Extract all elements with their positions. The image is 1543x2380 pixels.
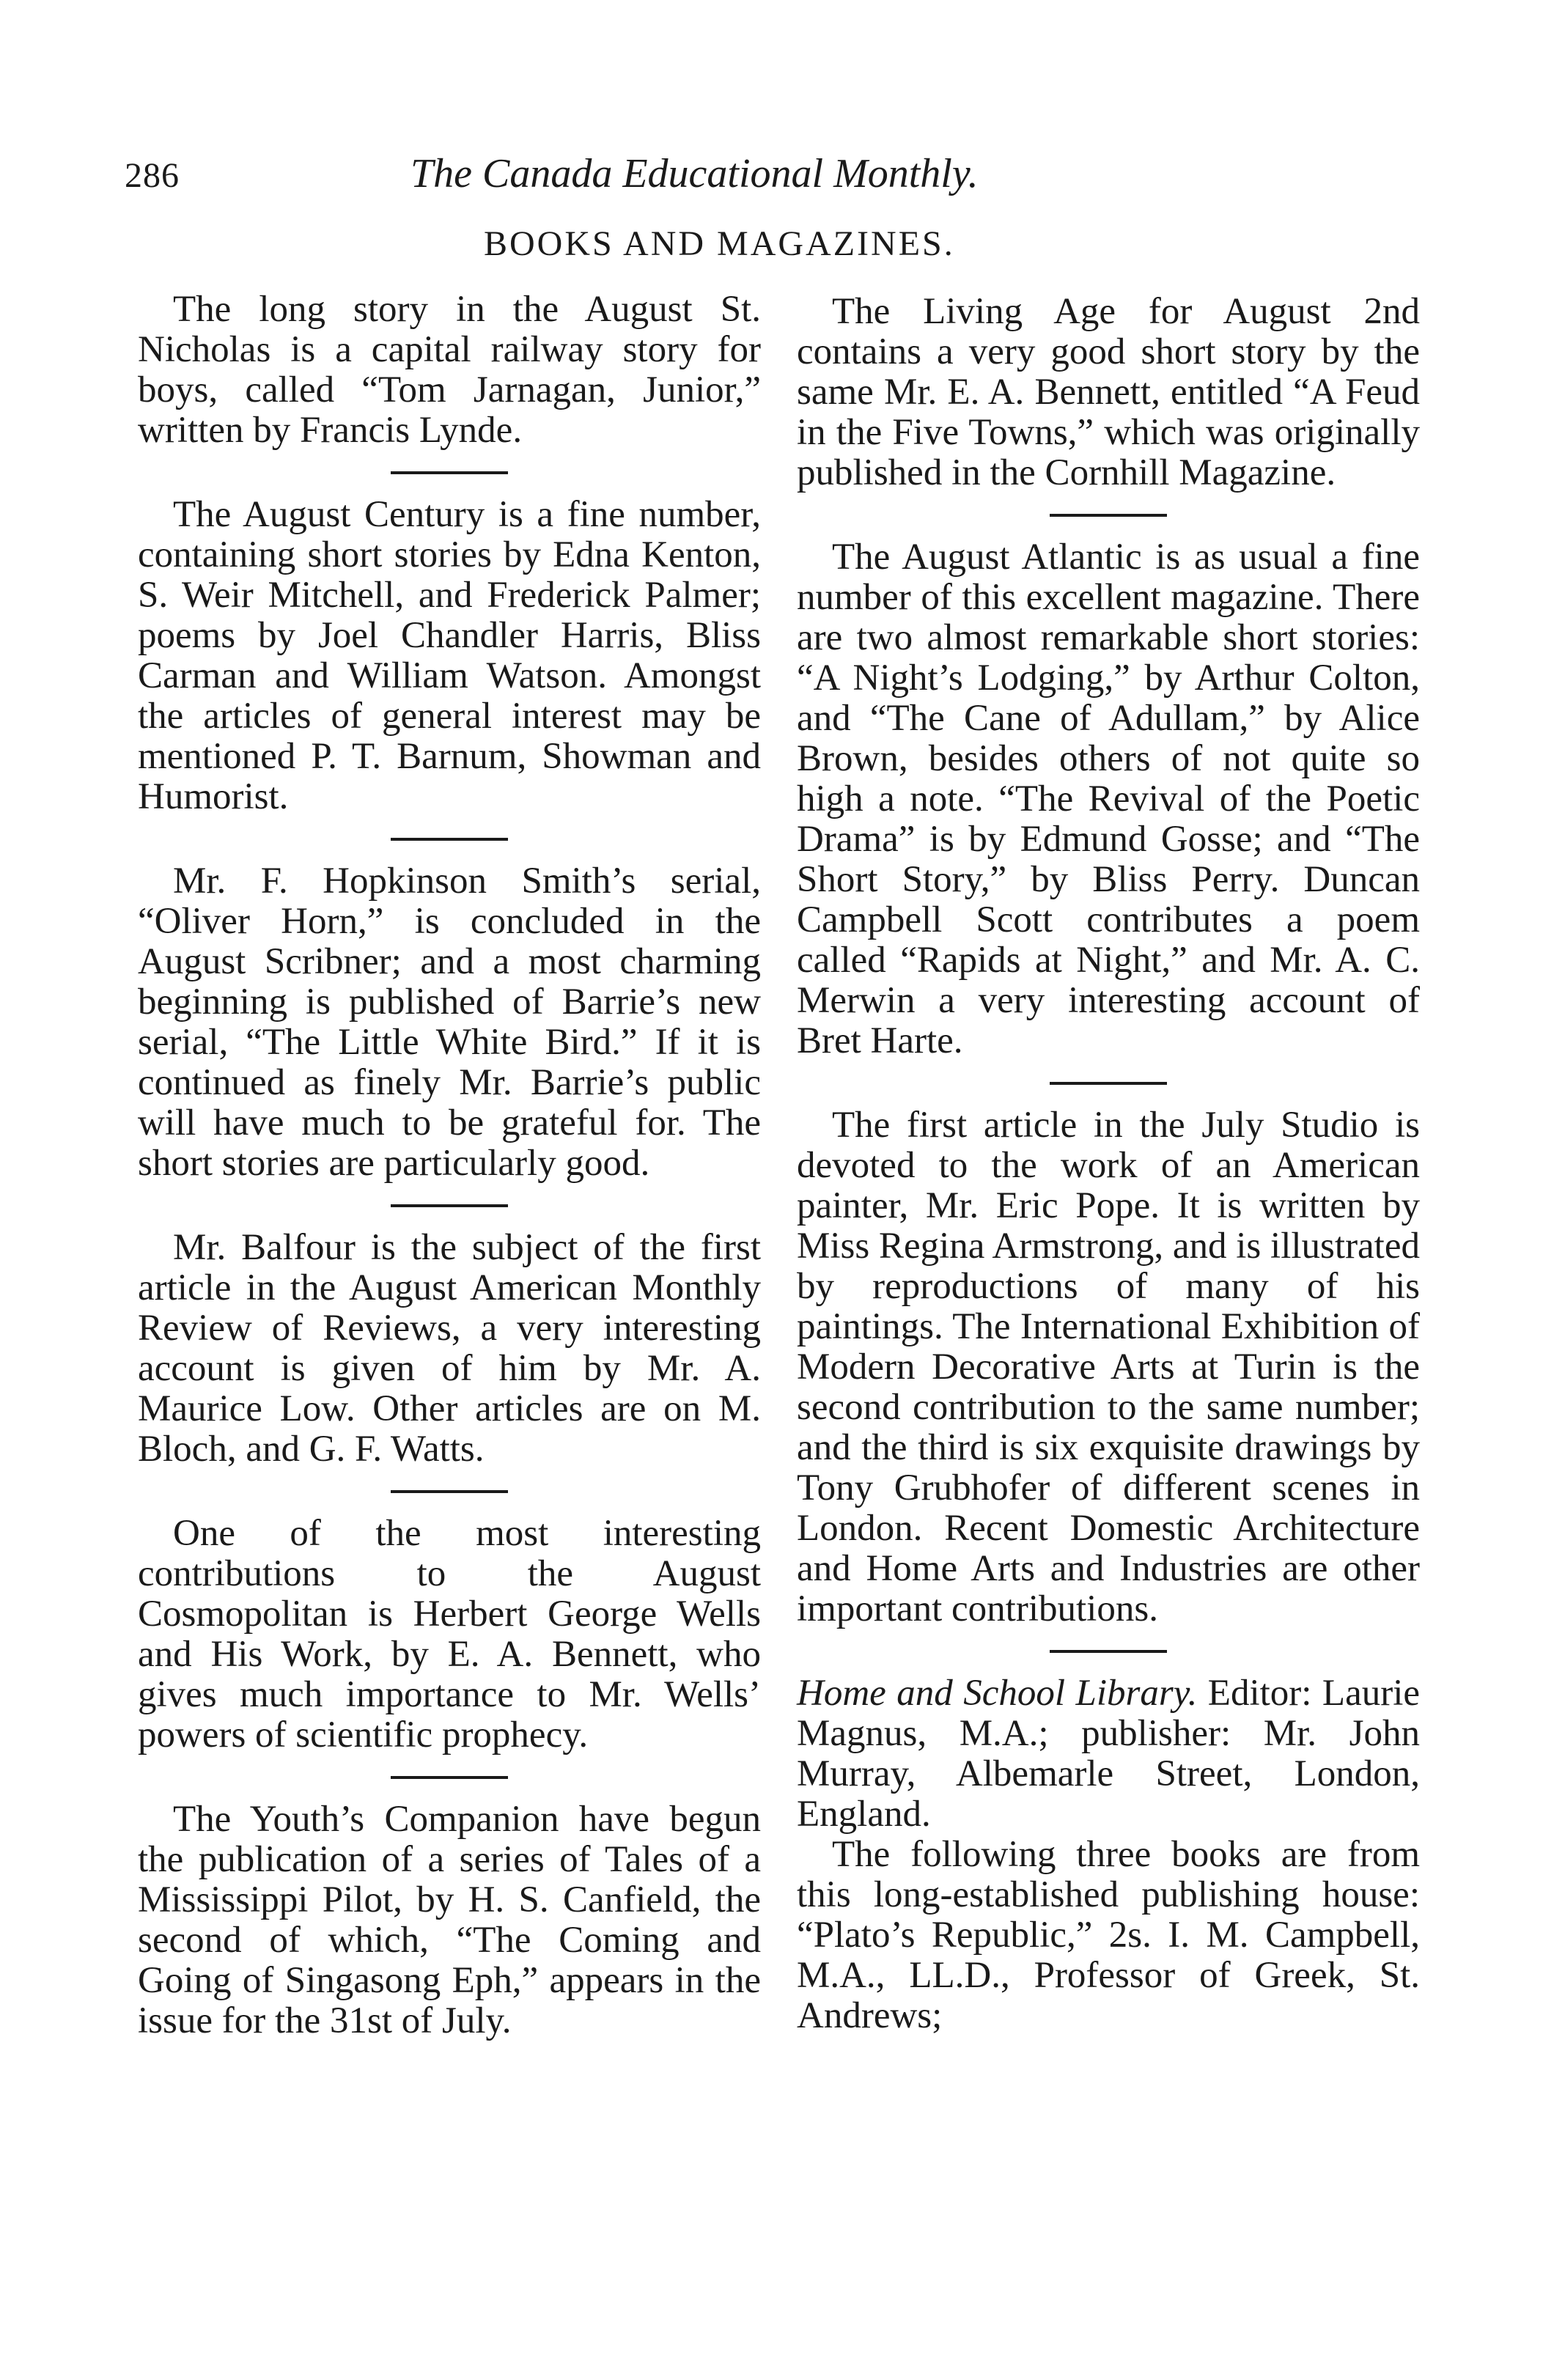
library-series-title: Home and School Library. [797, 1673, 1198, 1714]
page-number: 286 [125, 156, 180, 195]
paragraph-review-of-reviews: Mr. Balfour is the subject of the first article in the August American Monthly Review of Reviews, a very interesting account is given of him by Mr. A. Maurice Low. Other articles are on M. Bloch, and G. F. Watts. [138, 1227, 761, 1470]
paragraph-century: The August Century is a fine number, containing short stories by Edna Kenton, S. Weir Mitchell, and Frederick Palmer; poems by Joel Chandler Harris, Bliss Carman and William Watson. Amongst the articles of general interest may be mentioned P. T. Barnum, Showman and Humorist. [138, 494, 761, 817]
running-title: The Canada Educational Monthly. [410, 151, 979, 196]
divider-rule [1050, 1650, 1167, 1653]
section-title: BOOKS AND MAGAZINES. [484, 224, 955, 263]
divider-rule [1050, 1082, 1167, 1085]
divider-rule [391, 471, 508, 474]
paragraph-atlantic: The August Atlantic is as usual a fine number of this excellent magazine. There are two almost remarkable short stories: “A Night’s Lodging,” by Arthur Colton, and “The Cane of Adullam,” by Alice Brown, besides others of not quite so high a note. “The Revival of the Poetic Drama” is by Edmund Gosse; and “The Short Story,” by Bliss Perry. Duncan Campbell Scott contributes a poem called “Rapids at Night,” and Mr. A. C. Merwin a very interesting account of Bret Harte. [797, 537, 1420, 1061]
divider-rule [1050, 514, 1167, 517]
paragraph-library-continuation: The following three books are from this long-established publishing house: “Plato’s Republic,” 2s. I. M. Campbell, M.A., LL.D., Professor of Greek, St. Andrews; [797, 1834, 1420, 2036]
library-notice-body: Editor: Laurie Magnus, M.A.; publisher: Mr. John Murray, Albemarle Street, London, England. [797, 1673, 1420, 1835]
left-column [138, 290, 761, 2041]
paragraph-youths-companion: The Youth’s Companion have begun the publication of a series of Tales of a Mississippi Pilot, by H. S. Canfield, the second of which, “The Coming and Going of Singasong Eph,” appears in the issue for the 31st of July. [138, 1799, 761, 2041]
paragraph-cosmopolitan: One of the most interesting contributions to the August Cosmopolitan is Herbert George Wells and His Work, by E. A. Bennett, who gives much importance to Mr. Wells’ powers of scientific prophecy. [138, 1513, 761, 1755]
paragraph-st-nicholas: The long story in the August St. Nicholas is a capital railway story for boys, called “Tom Jarnagan, Junior,” written by Francis Lynde. [138, 289, 761, 451]
right-column [797, 290, 1420, 2036]
paragraph-scribner: Mr. F. Hopkinson Smith’s serial, “Oliver Horn,” is concluded in the August Scribner; and a most charming beginning is published of Barrie’s new serial, “The Little White Bird.” If it is continued as finely Mr. Barrie’s public will have much to be grateful for. The short stories are particularly good. [138, 861, 761, 1184]
divider-rule [391, 1204, 508, 1207]
divider-rule [391, 1776, 508, 1779]
paragraph-home-school-library [797, 1673, 1420, 1835]
divider-rule [391, 838, 508, 841]
divider-rule [391, 1490, 508, 1493]
paragraph-living-age: The Living Age for August 2nd contains a very good short story by the same Mr. E. A. Bennett, entitled “A Feud in the Five Towns,” which was originally published in the Cornhill Magazine. [797, 291, 1420, 493]
paragraph-studio: The first article in the July Studio is devoted to the work of an American painter, Mr. Eric Pope. It is written by Miss Regina Armstrong, and is illustrated by reproductions of many of his paintings. The International Exhibition of Modern Decorative Arts at Turin is the second contribution to the same number; and the third is six exquisite drawings by Tony Grubhofer of different scenes in London. Recent Domestic Architecture and Home Arts and Industries are other important contributions. [797, 1105, 1420, 1629]
